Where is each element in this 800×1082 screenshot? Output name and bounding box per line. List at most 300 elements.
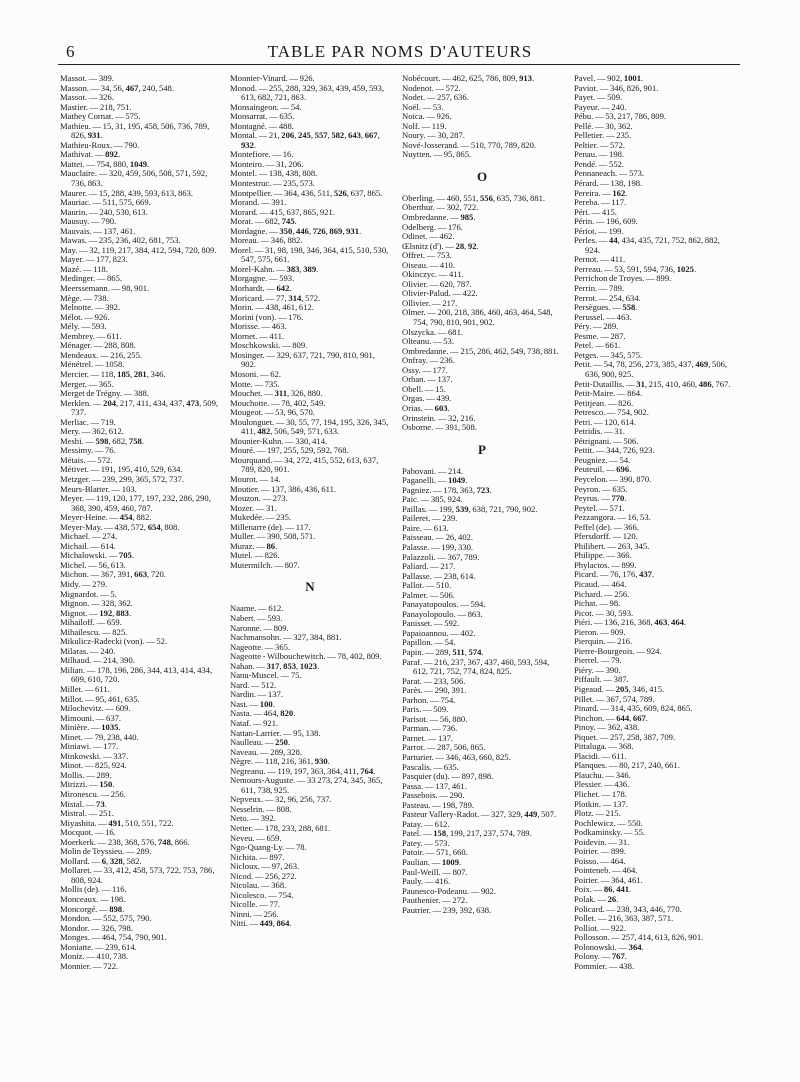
- index-entry: Métivet. — 191, 195, 410, 529, 634.: [60, 464, 183, 475]
- index-entry: Pagniez. — 178, 363, 723.: [402, 484, 492, 495]
- index-entry: Monteiro. — 31, 206.: [230, 158, 304, 169]
- index-entry: Messimy. — 76.: [60, 445, 116, 456]
- index-entry: Morisse. — 463.: [230, 321, 287, 332]
- index-entry: Patay. — 612.: [402, 818, 450, 829]
- index-entry: Mirizzi. — 150.: [60, 779, 115, 790]
- index-entry: Pillet. — 367, 574, 789.: [574, 693, 655, 704]
- index-entry: Monceaux. — 198.: [60, 894, 126, 905]
- index-entry: Petit. — 54, 78, 256, 273, 385, 437, 469, 506, 636, 900, 925.: [574, 359, 728, 379]
- index-entry: Morel. — 31, 98, 198, 346, 364, 415, 510, 530, 547, 575, 661.: [230, 244, 389, 265]
- index-entry: Pébu. — 53, 217, 786, 809.: [574, 111, 667, 122]
- index-entry: Paic. — 385, 924.: [402, 494, 463, 505]
- index-entry: Palmer. — 506.: [402, 589, 455, 600]
- index-entry: Petges. — 345, 575.: [574, 349, 643, 360]
- index-entry: Paliard. — 217.: [402, 561, 456, 572]
- index-entry: Meurs-Blatter. — 103.: [60, 483, 137, 494]
- index-entry: Peffel (de). — 366.: [574, 521, 639, 532]
- index-entry: Moulonguet. — 30, 55, 77, 194, 195, 326, 345, 411, 482, 506, 549, 571, 633.: [230, 416, 389, 437]
- index-entry: Montal. — 21, 206, 245, 557, 582, 643, 667, 932.: [230, 130, 380, 150]
- index-entry: Mosoni. — 62.: [230, 368, 282, 379]
- index-entry: Patey. — 573.: [402, 837, 450, 848]
- index-entry: Merger. — 365.: [60, 378, 114, 389]
- index-entry: Ollivier. — 217.: [402, 297, 458, 308]
- index-entry: Petel. — 661.: [574, 340, 621, 351]
- index-entry: Moreau. — 346, 882.: [230, 235, 303, 246]
- index-entry: Moniatte. — 239, 614.: [60, 941, 137, 952]
- index-entry: Mornet. — 411.: [230, 330, 285, 341]
- index-entry: Mignon. — 328, 362.: [60, 598, 133, 609]
- index-entry: Monnier. — 722.: [60, 960, 119, 971]
- index-entry: Noury. — 30, 287.: [402, 130, 465, 141]
- index-entry: Pavel. — 902, 1001.: [574, 73, 644, 83]
- index-entry: Meyer. — 119, 120, 177, 197, 232, 286, 290, 368, 390, 459, 460, 787.: [60, 493, 211, 513]
- letter-heading: O: [476, 168, 488, 184]
- index-entry: Parès. — 290, 391.: [402, 685, 467, 696]
- index-entry: Oberling. — 460, 551, 556, 635, 736, 881.: [402, 192, 546, 203]
- index-entry: Pierrel. — 79.: [574, 655, 622, 666]
- index-entry: Nobécourt. — 462, 625, 786, 809, 913.: [402, 73, 535, 83]
- index-entry: Orban. — 137.: [402, 374, 453, 385]
- index-entry: Nicolle. — 77.: [230, 899, 281, 910]
- index-entry: Nard. — 512.: [230, 679, 277, 690]
- index-entry: May. — 32, 119, 217, 384, 412, 594, 720, 809.: [60, 244, 217, 255]
- index-entry: Mignot. — 192, 883.: [60, 607, 132, 618]
- index-entry: Naronne. — 809.: [230, 622, 289, 633]
- index-entry: Paisseau. — 26, 402.: [402, 532, 474, 543]
- index-entry: Pierre-Bourgeois. — 924.: [574, 645, 662, 656]
- page-number: 6: [66, 42, 75, 61]
- index-entry: Parhon. — 754.: [402, 694, 456, 705]
- index-entry: Mouchotte. — 78, 402, 549.: [230, 397, 326, 408]
- index-entry: Pallasse. — 238, 614.: [402, 570, 476, 581]
- index-entry: Medinger. — 865.: [60, 273, 123, 284]
- index-entry: Olivier-Palud. — 422.: [402, 288, 478, 299]
- index-entry: Pendé. — 552.: [574, 158, 625, 169]
- index-entry: Paulian. — 1009.: [402, 857, 462, 868]
- index-entry: Nachmansohn. — 327, 384, 881.: [230, 632, 342, 643]
- index-entry: Pasquier (du). — 897, 898.: [402, 771, 494, 782]
- index-entry: Orinstein. — 32, 216.: [402, 412, 476, 423]
- index-entry: Petit-Dutaillis. — 31, 215, 410, 460, 486, 767.: [574, 378, 731, 389]
- index-entry: Morat. — 682, 745.: [230, 216, 297, 227]
- index-entry: Pieron. — 909.: [574, 626, 626, 637]
- index-entry: Picard. — 76, 176, 437.: [574, 569, 655, 580]
- index-entry: Pinoy. — 362, 438.: [574, 722, 640, 733]
- index-entry: Petridis. — 31.: [574, 426, 626, 437]
- index-entry: Pointeneb. — 464.: [574, 865, 638, 876]
- index-entry: Meshi. — 598, 682, 758.: [60, 435, 144, 446]
- index-entry: Montefiore. — 16.: [230, 149, 294, 160]
- index-entry: Montpellier. — 364, 436, 511, 526, 637, 865.: [230, 187, 383, 198]
- index-entry: Mollaret. — 33, 412, 458, 573, 722, 753, 786, 808, 924.: [60, 865, 215, 885]
- index-entry: Pichard. — 256.: [574, 588, 630, 599]
- index-entry: Nast. — 100.: [230, 698, 275, 709]
- index-entry: Ménétrel. — 1058.: [60, 359, 125, 370]
- index-entry: Monsarrat. — 635.: [230, 111, 295, 122]
- index-entry: Merget de Trégny. — 388.: [60, 388, 149, 399]
- index-column-4: [574, 74, 734, 971]
- index-entry: Plessier. — 436.: [574, 779, 630, 790]
- index-entry: Pezzangora. — 16, 53.: [574, 512, 651, 523]
- index-entry: Pabovani. — 214.: [402, 465, 464, 476]
- letter-heading: N: [305, 579, 315, 595]
- index-entry: Pichat. — 98.: [574, 598, 621, 609]
- index-entry: Nodenot. — 572.: [402, 82, 461, 93]
- index-entry: Orgas. — 439.: [402, 393, 452, 404]
- index-column-3: [402, 74, 562, 915]
- index-entry: Peltier. — 572.: [574, 139, 626, 150]
- index-entry: Parrot. — 287, 506, 865.: [402, 742, 486, 753]
- index-entry: Mawas. — 235, 236, 402, 681, 753.: [60, 235, 181, 246]
- index-entry: Plauchu. — 346.: [574, 769, 631, 780]
- index-entry: Milaras. — 240.: [60, 645, 116, 656]
- index-entry: Pinchon. — 644, 667.: [574, 712, 648, 723]
- index-entry: Panayolopoulo. — 863.: [402, 608, 483, 619]
- index-entry: Piquet. — 257, 258, 387, 709.: [574, 731, 676, 742]
- index-entry: Mercier. — 118, 185, 281, 346.: [60, 368, 166, 379]
- index-entry: Merklen. — 204, 217, 411, 434, 437, 473, 509, 737.: [60, 397, 219, 418]
- index-entry: Papin. — 289, 511, 574.: [402, 646, 484, 657]
- index-entry: Ninni. — 256.: [230, 908, 279, 919]
- index-entry: Pennaneach. — 573.: [574, 168, 645, 179]
- index-entry: Pétrignani. — 506.: [574, 435, 639, 446]
- index-entry: Nicod. — 256, 272.: [230, 870, 297, 881]
- index-entry: Palazzoli. — 367, 789.: [402, 551, 480, 562]
- index-entry: Nageotte. — 365.: [230, 641, 291, 652]
- index-entry: Persègues. — 558.: [574, 302, 638, 313]
- index-entry: Mastier. — 218, 751.: [60, 101, 132, 112]
- index-entry: Pierquin. — 216.: [574, 636, 633, 647]
- index-entry: Pollet. — 216, 363, 387, 571.: [574, 913, 674, 924]
- index-entry: Mozer. — 31.: [230, 502, 277, 513]
- index-entry: Parnet. — 137.: [402, 732, 454, 743]
- index-entry: Mélot. — 926.: [60, 311, 110, 322]
- index-entry: Payeur. — 240.: [574, 101, 627, 112]
- index-entry: Nemours-Auguste. — 33 273, 274, 345, 365, 611, 738, 925.: [230, 775, 383, 795]
- index-entry: Moricard. — 77, 314, 572.: [230, 292, 321, 303]
- index-entry: Minkowski. — 337.: [60, 750, 129, 761]
- index-entry: Masson. — 34, 56, 467, 240, 548.: [60, 82, 174, 93]
- index-entry: Michalowski. — 705.: [60, 550, 134, 561]
- index-entry: Nichita. — 897.: [230, 851, 285, 862]
- index-entry: Pauthenier. — 272.: [402, 895, 468, 906]
- index-entry: Massot. — 389.: [60, 73, 114, 83]
- index-entry: Mollard. — 6, 328, 582.: [60, 855, 142, 866]
- index-entry: Papillon. — 54.: [402, 637, 456, 648]
- index-entry: Morhardt. — 642.: [230, 283, 292, 294]
- index-entry: Onfray. — 236.: [402, 355, 455, 366]
- index-entry: Péry. — 289.: [574, 321, 619, 332]
- index-entry: Peugniez. — 54.: [574, 454, 631, 465]
- index-entry: Monod. — 255, 288, 329, 363, 439, 459, 593, 613, 682, 721, 863.: [230, 82, 385, 103]
- index-entry: Milhaud. — 214, 390.: [60, 655, 135, 666]
- index-entry: Offret. — 753.: [402, 250, 452, 261]
- index-entry: Mathivat. — 892.: [60, 149, 121, 160]
- index-entry: Nuytten. — 95, 865.: [402, 149, 472, 160]
- index-entry: Pesme. — 287.: [574, 330, 626, 341]
- index-entry: Merliac. — 719.: [60, 416, 116, 427]
- index-entry: Palasse. — 199, 330.: [402, 541, 474, 552]
- index-entry: Morard. — 415, 637, 865, 921.: [230, 206, 335, 217]
- index-entry: Melnotte. — 392.: [60, 302, 121, 313]
- index-entry: Mouré. — 197, 255, 529, 592, 768.: [230, 445, 349, 456]
- index-entry: Olszycka. — 681.: [402, 326, 464, 337]
- index-entry: Nanu-Muscel. — 75.: [230, 670, 302, 681]
- index-entry: Plichet. — 178.: [574, 789, 627, 800]
- index-entry: Mondon. — 552, 575, 790.: [60, 913, 152, 924]
- index-entry: Peytel. — 571.: [574, 502, 625, 513]
- index-column-2: [230, 74, 390, 929]
- index-entry: Mège. — 738.: [60, 292, 109, 303]
- index-entry: Muller. — 390, 508, 571.: [230, 531, 316, 542]
- letter-heading: P: [478, 441, 486, 457]
- index-entry: Nesselrin. — 808.: [230, 803, 292, 814]
- index-entry: Nicolesco. — 754.: [230, 889, 294, 900]
- index-entry: Paviot. — 346, 826, 901.: [574, 82, 659, 93]
- index-entry: Milian. — 178, 196, 286, 344, 413, 414, 434, 609, 610, 720.: [60, 664, 213, 685]
- index-entry: Membrey. — 611.: [60, 330, 122, 341]
- index-entry: Michel. — 56, 613.: [60, 559, 126, 570]
- index-entry: Maurin. — 240, 530, 613.: [60, 206, 148, 217]
- index-entry: Moniz. — 410, 738.: [60, 951, 129, 962]
- index-entry: Mordagne. — 350, 446, 726, 869, 931.: [230, 225, 362, 236]
- index-entry: Mauvais. — 137, 461.: [60, 225, 136, 236]
- index-entry: Morin. — 438, 461, 612.: [230, 302, 314, 313]
- index-entry: Molin de Teyssieu. — 289.: [60, 846, 152, 857]
- index-entry: Périot. — 199.: [574, 225, 624, 236]
- index-entry: Peyron. — 635.: [574, 483, 628, 494]
- index-entry: Pfersdorff. — 120.: [574, 531, 638, 542]
- index-entry: Neveu. — 659.: [230, 832, 282, 843]
- index-entry: Mayer. — 177, 823.: [60, 254, 128, 265]
- index-entry: Pelletier. — 235.: [574, 130, 632, 141]
- index-entry: Mély. — 593.: [60, 321, 107, 332]
- index-entry: Parturier. — 346, 463, 660, 825.: [402, 752, 511, 762]
- index-entry: Nattan-Larrier. — 95, 138.: [230, 727, 321, 738]
- index-entry: Pochlewicz. — 550.: [574, 817, 643, 828]
- index-entry: Olivier. — 620, 787.: [402, 278, 472, 289]
- index-entry: Pautrier. — 239, 392, 638.: [402, 904, 492, 915]
- index-entry: Pallot. — 510.: [402, 580, 452, 591]
- index-entry: Mosinger. — 329, 637, 721, 790, 810, 901, 902.: [230, 349, 375, 370]
- index-entry: Panayatopoulos. — 594.: [402, 599, 486, 610]
- index-entry: Pascalis. — 635.: [402, 761, 459, 772]
- running-head-title: TABLE PAR NOMS D'AUTEURS: [267, 42, 533, 61]
- index-entry: Panisset. — 592.: [402, 618, 460, 629]
- index-entry: Monsaingeon. — 54.: [230, 101, 302, 112]
- index-entry: Pellé. — 30, 362.: [574, 120, 633, 131]
- index-entry: Mouchet. — 311, 326, 880.: [230, 388, 323, 399]
- index-entry: Olmer. — 200, 218, 386, 460, 463, 464, 548, 754, 790, 810, 901, 902.: [402, 307, 553, 328]
- index-entry: Pérard. — 138, 198.: [574, 178, 643, 189]
- index-entry: Morini (von). — 176.: [230, 311, 304, 322]
- index-entry: Podkaminsky. — 55.: [574, 827, 646, 838]
- index-entry: Paganelli. — 1049.: [402, 475, 468, 486]
- index-entry: Paunesco-Podeanu. — 902.: [402, 885, 496, 896]
- index-entry: Perles. — 44, 434, 435, 721, 752, 862, 882, 924.: [574, 235, 720, 255]
- index-entry: Policard. — 238, 343, 446, 770.: [574, 903, 682, 914]
- index-entry: Odinet. — 462.: [402, 231, 455, 242]
- index-entry: Nové-Josserand. — 510, 770, 789, 820.: [402, 139, 537, 150]
- index-entry: Polonowski. — 364.: [574, 941, 644, 952]
- index-entry: Muraz. — 86.: [230, 540, 278, 551]
- index-entry: Mourot. — 14.: [230, 473, 281, 484]
- index-entry: Mutel. — 826.: [230, 550, 280, 561]
- index-entry: Paraf. — 216, 237, 367, 437, 460, 593, 594, 612, 721, 752, 774, 824, 825.: [402, 656, 550, 677]
- index-entry: Obell. — 15.: [402, 383, 446, 394]
- index-entry: Poix. — 86, 441.: [574, 884, 632, 895]
- index-entry: Nepveux. — 32, 96, 256, 737.: [230, 794, 332, 805]
- index-entry: Okinczyc. — 411.: [402, 269, 464, 280]
- index-entry: Polak. — 26.: [574, 894, 619, 905]
- index-entry: Naulleau. — 250.: [230, 737, 291, 748]
- index-entry: Ombredanne. — 215, 286, 462, 549, 738, 881.: [402, 345, 559, 356]
- index-entry: Osborne. — 391, 508.: [402, 422, 477, 433]
- index-entry: Mihailescu. — 825.: [60, 626, 128, 637]
- index-entry: Perussel. — 463.: [574, 311, 632, 322]
- index-entry: Perreau. — 53, 591, 594, 736, 1025.: [574, 263, 697, 274]
- index-entry: Mihailoff. — 659.: [60, 617, 122, 628]
- index-entry: Paul-Weill. — 807.: [402, 866, 468, 877]
- index-entry: Mollis. — 289.: [60, 769, 112, 780]
- index-entry: Nicloux. — 97, 263.: [230, 861, 300, 872]
- index-entry: Pasteur Vallery-Radot. — 327, 329, 449, 507.: [402, 809, 557, 820]
- index-entry: Mattei. — 754, 880, 1049.: [60, 158, 150, 169]
- index-entry: Ossy. — 177.: [402, 364, 448, 375]
- index-column-1: [60, 74, 220, 971]
- index-entry: Mutermilch. — 807.: [230, 559, 300, 570]
- index-entry: Minot. — 825, 924.: [60, 760, 127, 771]
- index-entry: Planques. — 80, 217, 240, 661.: [574, 760, 680, 771]
- index-entry: Michail. — 614.: [60, 540, 116, 551]
- index-entry: Nageotte - Wilbouchewitch. — 78, 402, 809.: [230, 651, 382, 662]
- index-entry: Nardin. — 137.: [230, 689, 283, 700]
- index-entry: Piéry. — 390.: [574, 664, 621, 675]
- index-entry: Meyer-Heine. — 454, 882.: [60, 512, 152, 523]
- index-entry: Miniawi. — 177.: [60, 741, 119, 752]
- index-entry: Perrot. — 254, 634.: [574, 292, 641, 303]
- index-entry: Mounier-Kuhn. — 330, 414.: [230, 435, 328, 446]
- index-entry: Philibert. — 263, 345.: [574, 540, 650, 551]
- index-entry: Nabert. — 593.: [230, 612, 283, 623]
- index-entry: Moutier. — 137, 386, 436, 611.: [230, 483, 337, 494]
- index-entry: Metzger. — 239, 299, 365, 572, 737.: [60, 473, 184, 484]
- index-entry: Morand. — 391.: [230, 197, 287, 208]
- index-entry: Miyashita. — 491, 510, 551, 722.: [60, 817, 174, 828]
- index-entry: Penau. — 198.: [574, 149, 625, 160]
- index-entry: Monnier-Vinard. — 926.: [230, 73, 315, 83]
- index-entry: Poidevin. — 31.: [574, 836, 630, 847]
- index-entry: Peyrus. — 770.: [574, 493, 627, 504]
- index-entry: Millot. — 95, 461, 635.: [60, 693, 140, 704]
- index-entry: Mikulicz-Radecki (von). — 52.: [60, 636, 168, 647]
- index-entry: Mathey Cornat. — 575.: [60, 111, 141, 122]
- index-entry: Mondor. — 326, 798.: [60, 922, 133, 933]
- index-entry: Mourquand. — 34, 272, 415, 552, 613, 637, 789, 820, 901.: [230, 454, 379, 475]
- index-entry: Nasta. — 464, 820.: [230, 708, 296, 719]
- index-entry: Oberthur. — 302, 722.: [402, 202, 479, 213]
- index-entry: Papaioannou. — 402.: [402, 627, 476, 638]
- index-entry: Negreanu. — 119, 197, 363, 364, 411, 764.: [230, 765, 376, 776]
- index-entry: Nataf. — 921.: [230, 718, 279, 728]
- index-entry: Michon. — 367, 391, 663, 720.: [60, 569, 166, 580]
- index-entry: Parman. — 736.: [402, 723, 458, 734]
- index-entry: Pereira. — 162.: [574, 187, 628, 198]
- index-entry: Parisot. — 56, 880.: [402, 713, 468, 724]
- index-entry: Meerssemann. — 98, 901.: [60, 283, 150, 294]
- index-entry: Minet. — 79, 238, 440.: [60, 731, 139, 742]
- index-entry: Paillas. — 199, 539, 638, 721, 790, 902.: [402, 503, 538, 514]
- index-entry: Montel. — 138, 438, 808.: [230, 168, 318, 179]
- index-entry: Mauriac. — 511, 575, 669.: [60, 197, 151, 208]
- index-entry: Piéri. — 136, 216, 368, 463, 464.: [574, 617, 687, 628]
- index-entry: Mathieu. — 15, 31, 195, 458, 506, 736, 789, 826, 931.: [60, 120, 210, 141]
- index-entry: Œlsnitz (d'). — 28, 92.: [402, 240, 479, 251]
- index-entry: Mausuy. — 790.: [60, 216, 117, 227]
- index-entry: Piffault. — 387.: [574, 674, 629, 685]
- index-entry: Placidi. — 611.: [574, 750, 627, 761]
- index-entry: Naame. — 612.: [230, 603, 284, 614]
- index-entry: Perrichon de Troyes. — 899.: [574, 273, 672, 284]
- index-entry: Pittaluga. — 368.: [574, 741, 634, 752]
- index-entry: Mougeot. — 53, 96, 570.: [230, 407, 315, 418]
- index-entry: Orias. — 603.: [402, 402, 450, 413]
- index-entry: Minière. — 1035.: [60, 722, 121, 733]
- index-entry: Michael. — 274.: [60, 531, 118, 542]
- index-entry: Paire. — 613.: [402, 522, 449, 533]
- index-entry: Pereba. — 117.: [574, 197, 627, 208]
- index-entry: Poirier. — 364, 461.: [574, 874, 643, 885]
- index-entry: Morgagne. — 593.: [230, 273, 295, 284]
- index-entry: Passa. — 137, 461.: [402, 780, 467, 791]
- index-entry: Monges. — 464, 754, 790, 901.: [60, 932, 167, 943]
- index-entry: Pigeaud. — 205, 346, 415.: [574, 684, 665, 694]
- index-entry: Millenarre (de). — 117.: [230, 521, 311, 532]
- index-entry: Olteanu. — 53.: [402, 336, 454, 347]
- index-entry: Moschkowski. — 809.: [230, 340, 308, 351]
- index-entry: Périn. — 196, 609.: [574, 216, 638, 227]
- index-entry: Métais. — 572.: [60, 454, 113, 465]
- index-entry: Mistral. — 251.: [60, 808, 114, 819]
- index-entry: Mistal. — 73.: [60, 798, 107, 809]
- index-entry: Pollosson. — 257, 414, 613, 826, 901.: [574, 932, 704, 943]
- index-entry: Poirier. — 899.: [574, 846, 626, 857]
- index-entry: Patel. — 158, 199, 217, 237, 574, 789.: [402, 828, 532, 839]
- index-entry: Pommier. — 438.: [574, 960, 635, 971]
- index-entry: Polliot. — 922.: [574, 922, 627, 933]
- index-entry: Perrin. — 789.: [574, 283, 625, 294]
- index-entry: Picaud. — 464.: [574, 578, 627, 589]
- index-entry: Parat. — 233, 506.: [402, 675, 466, 686]
- index-entry: Odelberg. — 176.: [402, 221, 463, 232]
- index-entry: Mukedée. — 235.: [230, 512, 292, 523]
- index-entry: Moncorgé. — 898.: [60, 903, 125, 914]
- index-entry: Mathieu-Roux. — 790.: [60, 139, 140, 150]
- index-entry: Mignardot. — 5.: [60, 588, 117, 599]
- index-entry: Mazé. — 118.: [60, 263, 108, 274]
- index-entry: Péri. — 415.: [574, 206, 617, 217]
- index-entry: Maurer. — 15, 288, 439, 593, 613, 863.: [60, 187, 194, 198]
- index-entry: Petit-Maire. — 864.: [574, 388, 643, 399]
- index-entry: Picot. — 30, 593.: [574, 607, 634, 618]
- index-entry: Paileret. — 239.: [402, 513, 458, 524]
- index-entry: Naveau. — 289, 328.: [230, 746, 303, 757]
- index-entry: Oiseau. — 410.: [402, 259, 455, 270]
- index-entry: Nodet. — 257, 636.: [402, 92, 469, 103]
- index-entry: Mouzon. — 273.: [230, 493, 288, 504]
- index-entry: Petri. — 120, 614.: [574, 416, 636, 427]
- index-entry: Paris. — 509.: [402, 704, 449, 715]
